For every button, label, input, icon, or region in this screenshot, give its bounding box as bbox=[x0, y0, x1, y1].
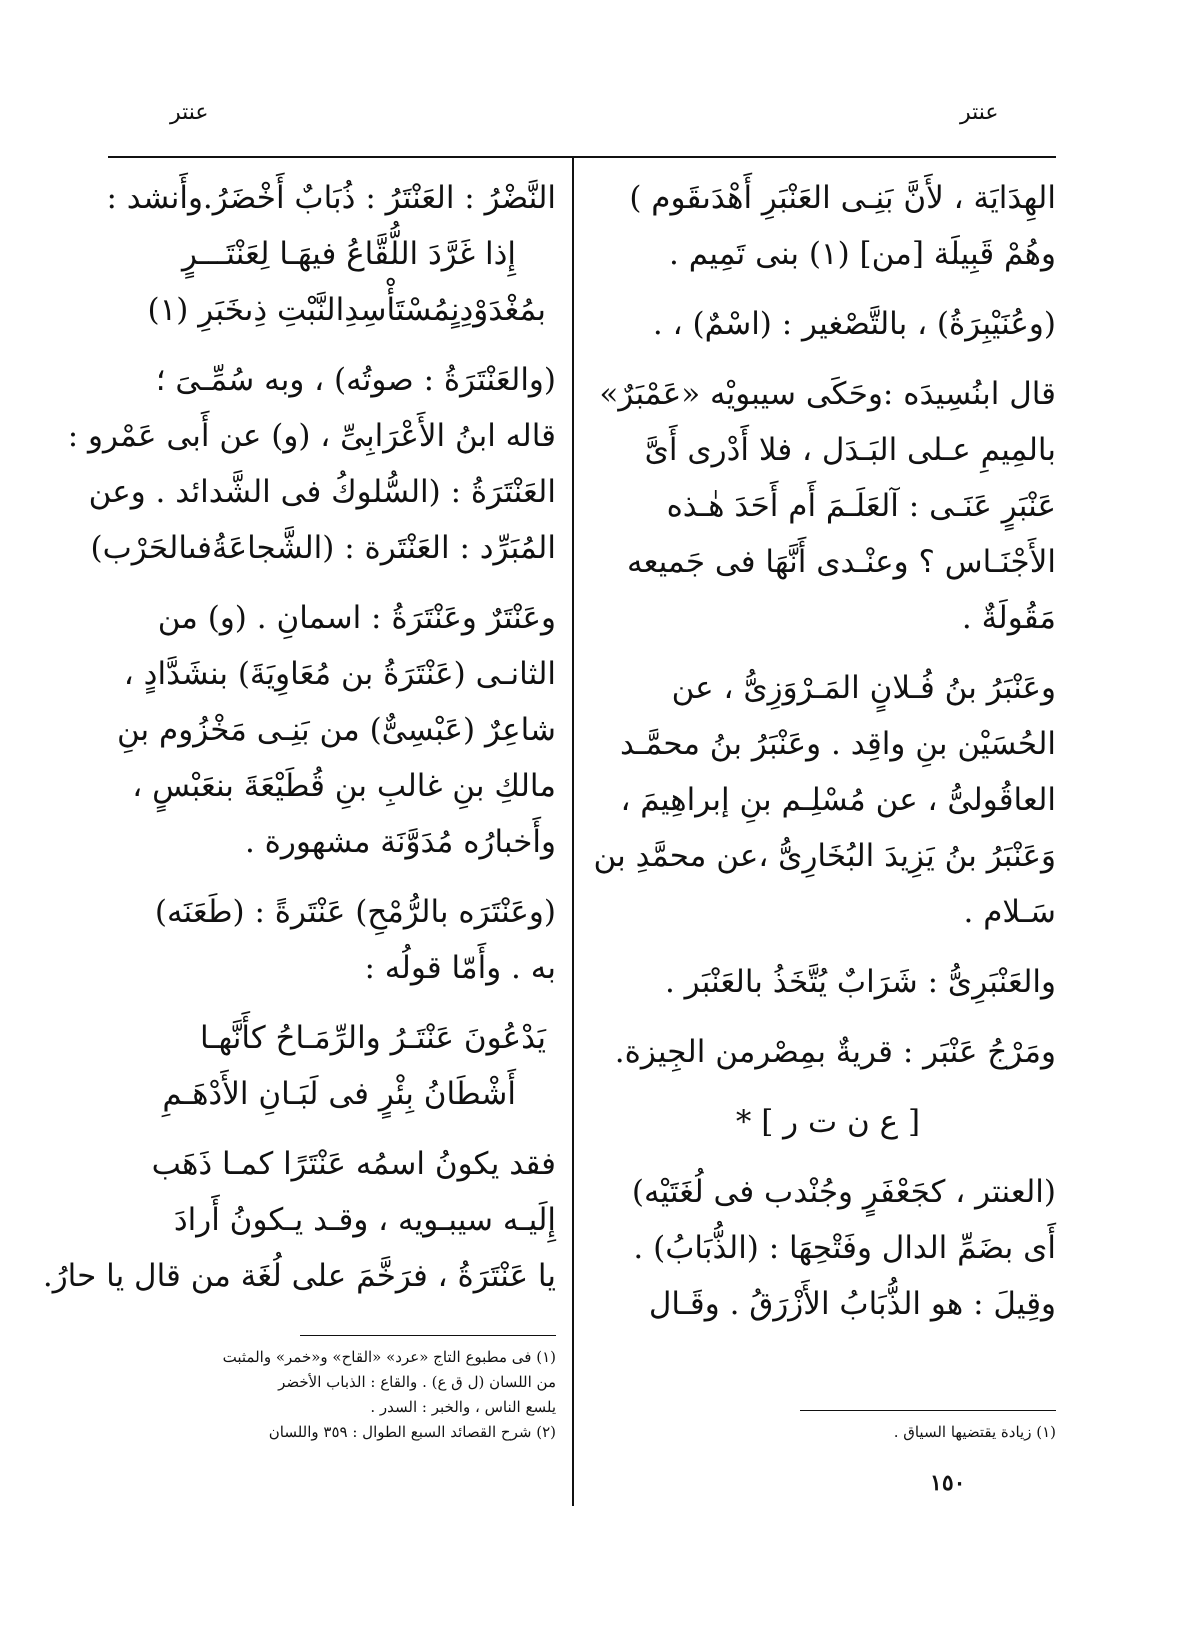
text-line: مالكِ بنِ غالبِ بنِ قُطَيْعَةَ بنعَبْسٍ ، bbox=[132, 768, 556, 804]
footnote: من اللسان (ل ق ع) . والقاع : الذباب الأخضر bbox=[278, 1373, 556, 1391]
text-line: قاله ابنُ الأَعْرَابِىِّ ، (و) عن أَبى عَمْرو : bbox=[67, 418, 556, 454]
text-line: الهِدَايَة ، لأَنَّ بَنِـى العَنْبَرِ أَهْدَىقَوم ) bbox=[629, 180, 1056, 216]
text-line: وعَنْبَرُ بنُ فُـلانٍ المَـرْوَزِىُّ ، عن bbox=[671, 670, 1056, 706]
footnote: (٢) شرح القصائد السبع الطوال : ٣٥٩ واللسان bbox=[268, 1423, 556, 1441]
text-line: قال ابنُسِيدَه :وحَكَى سيبويْه «عَمْبَرٌ» bbox=[599, 376, 1056, 412]
text-line: والعَنْبَرِىُّ : شَرَابٌ يُتَّخَذُ بالعَنْبَر . bbox=[664, 964, 1056, 1000]
footnote-rule-left bbox=[300, 1335, 556, 1336]
text-line: المُبَرِّد : العَنْتَرة : (الشَّجاعَةُفىالحَرْب) bbox=[90, 530, 556, 566]
text-line: ومَرْجُ عَنْبَر : قريةٌ بمِصْرمن الجِيزة. bbox=[614, 1034, 1056, 1070]
verse-line: إِذا غَرَّدَ اللُّقَّاعُ فيهَـا لِعَنْتَـــرٍ bbox=[182, 236, 516, 272]
text-line: إِلَيـه سيبـويه ، وقـد يـكونُ أَرادَ bbox=[173, 1202, 556, 1238]
running-head-left: عنتر bbox=[170, 100, 209, 125]
text-line: أَى بضَمِّ الدال وفَتْحِهَا : (الذُّبَابُ) . bbox=[633, 1230, 1056, 1266]
text-line: وَعَنْبَرُ بنُ يَزِيدَ البُخَارِىُّ ،عن محمَّدِ بن bbox=[593, 838, 1056, 874]
column-divider bbox=[572, 156, 574, 1506]
right-column bbox=[593, 170, 1056, 1332]
text-line: وقِيلَ : هو الذُّبَابُ الأَزْرَقُ . وقَـال bbox=[648, 1286, 1056, 1322]
text-line: عَنْبَرٍ عَنَـى : آلعَلَـمَ أَم أَحَدَ هٰـذه bbox=[666, 488, 1056, 524]
text-line: سَـلام . bbox=[963, 894, 1056, 930]
verse-line: يَدْعُونَ عَنْتَـرُ والرِّمَـاحُ كأَنَّهـا bbox=[199, 1020, 546, 1056]
left-column bbox=[42, 170, 556, 1304]
text-line: به . وأَمّا قولُه : bbox=[364, 950, 556, 986]
text-line: وعَنْتَرٌ وعَنْتَرَةُ : اسمانِ . (و) من bbox=[157, 600, 556, 636]
text-line: العاقُولىُّ ، عن مُسْلِـم بنِ إبراهِيمَ ، bbox=[620, 782, 1056, 818]
text-line: الحُسَيْن بنِ واقِد . وعَنْبَرُ بنُ محمَّـد bbox=[620, 726, 1056, 762]
footnote-rule-right bbox=[800, 1410, 1056, 1411]
footnote: (١) زيادة يقتضيها السياق . bbox=[893, 1423, 1056, 1441]
text-line: وهُمْ قَبِيلَة [من] (١) بنى تَمِيم . bbox=[669, 236, 1056, 272]
text-line: يا عَنْتَرَةُ ، فرَخَّمَ على لُغَة من قال يا حارُ. bbox=[42, 1258, 556, 1294]
text-line: الثانـى (عَنْتَرَةُ بن مُعَاوِيَةَ) بنشَدَّادٍ ، bbox=[123, 656, 556, 692]
footnotes-left bbox=[108, 1345, 556, 1445]
page-number: ١٥٠ bbox=[930, 1470, 966, 1496]
verse-line: بمُغْدَوْدِنٍمُسْتَأْسِدِالنَّبْتِ ذِىخَبَرِ (١) bbox=[147, 292, 546, 328]
text-line: شاعِرٌ (عَبْسِىٌّ) من بَنِـى مَخْزُوم بنِ bbox=[116, 712, 556, 748]
text-line: (وعُنَيْبِرَةُ) ، بالتَّصْغير : (اسْمٌ) ، . bbox=[652, 306, 1056, 342]
running-head-right: عنتر bbox=[960, 100, 999, 125]
text-line: (وعَنْتَرَه بالرُّمْحِ) عَنْتَرةً : (طَعَنَه) bbox=[154, 894, 556, 930]
text-line: العَنْتَرَةُ : (السُّلوكُ فى الشَّدائد . وعن bbox=[88, 474, 556, 510]
text-line: (العنتر ، كجَعْفَرٍ وجُنْدب فى لُغَتَيْه) bbox=[631, 1174, 1056, 1210]
text-line: وأَخبارُه مُدَوَّنَة مشهورة . bbox=[244, 824, 556, 860]
text-line: النَّضْرُ : العَنْتَرُ : ذُبَابٌ أَخْضَرُ.وأَنشد : bbox=[106, 180, 556, 216]
verse-line: أَشْطَانُ بِئْرٍ فى لَبَـانِ الأَدْهَـمِ bbox=[162, 1076, 516, 1112]
text-line: (والعَنْتَرَةُ : صوتُه) ، وبه سُمِّـىَ ؛ bbox=[155, 362, 556, 398]
text-line: بالمِيمِ عـلى البَـدَل ، فلا أَدْرى أَىَّ bbox=[644, 432, 1056, 468]
header-rule bbox=[108, 156, 1056, 158]
footnote: (١) فى مطبوع التاج «عرد» «القاح» و«خمر» والمثبت bbox=[222, 1348, 556, 1366]
text-line: فقد يكونُ اسمُه عَنْتَرًا كمـا ذَهَب bbox=[151, 1146, 556, 1182]
footnotes-right bbox=[700, 1420, 1056, 1445]
text-line: مَقُولَةٌ . bbox=[961, 600, 1056, 636]
entry-heading: [ ع ن ت ر ] * bbox=[735, 1104, 921, 1140]
footnote: يلسع الناس ، والخبر : السدر . bbox=[370, 1398, 556, 1416]
text-line: الأَجْنَـاس ؟ وعنْـدى أَنَّهَا فى جَميعه bbox=[627, 544, 1056, 580]
